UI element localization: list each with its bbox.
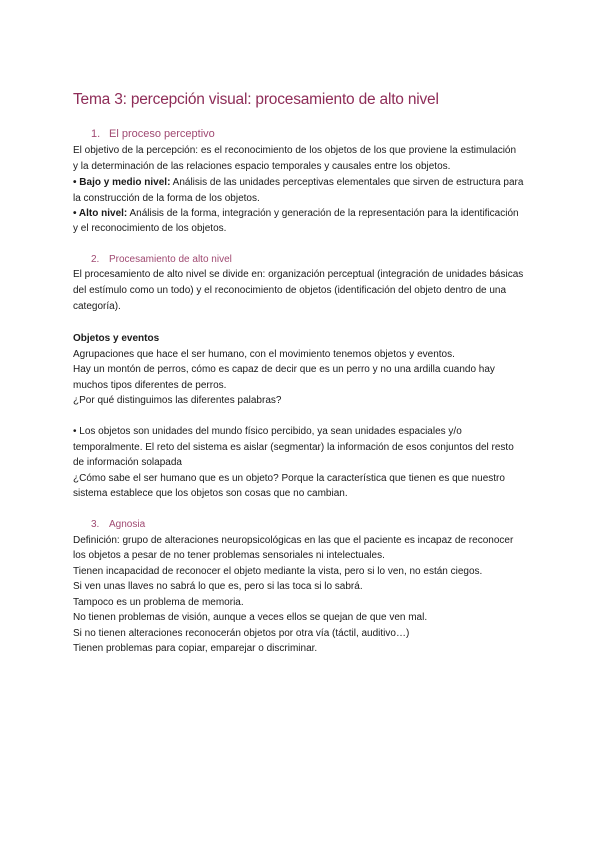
document-title: Tema 3: percepción visual: procesamiento de alto nivel — [73, 91, 439, 108]
section-title: El proceso perceptivo — [109, 128, 215, 140]
section-heading-1 — [91, 128, 215, 140]
paragraph-line: Tienen problemas para copiar, emparejar o discriminar. — [73, 643, 318, 654]
subheading: Objetos y eventos — [73, 333, 160, 344]
section-number: 3. — [91, 519, 100, 530]
section-heading-2 — [91, 254, 232, 265]
section-heading-3 — [91, 519, 145, 530]
paragraph-line: muchos tipos diferentes de perros. — [73, 380, 227, 391]
paragraph-line: • Los objetos son unidades del mundo físico percibido, ya sean unidades espaciales y/o — [73, 426, 462, 437]
paragraph-line: y el reconocimiento de los objetos. — [73, 223, 227, 234]
paragraph-line: la construcción de la forma de los objetos. — [73, 193, 260, 204]
section-title: Agnosia — [109, 519, 146, 530]
bullet-label: • Alto nivel: — [73, 208, 128, 219]
paragraph-line: sistema establece que los objetos son cosas que no cambian. — [73, 488, 348, 499]
paragraph-line: Tienen incapacidad de reconocer el objeto mediante la vista, pero si lo ven, no están ciegos. — [73, 566, 483, 577]
section-number: 1. — [91, 128, 101, 140]
paragraph-line: Definición: grupo de alteraciones neuropsicológicas en las que el paciente es incapaz de reconocer — [73, 535, 514, 546]
paragraph-line: temporalmente. El reto del sistema es aislar (segmentar) la información de esos conjuntos del resto — [73, 442, 514, 453]
bullet-text: Análisis de la forma, integración y generación de la representación para la identificación — [127, 208, 519, 219]
paragraph-line: los objetos a pesar de no tener problemas sensoriales ni intelectuales. — [73, 550, 385, 561]
paragraph-line: Si no tienen alteraciones reconocerán objetos por otra vía (táctil, auditivo…) — [73, 628, 410, 639]
bullet-text: Análisis de las unidades perceptivas elementales que sirven de estructura para — [170, 177, 524, 188]
section-title: Procesamiento de alto nivel — [109, 254, 232, 265]
paragraph-line: categoría). — [73, 301, 121, 312]
paragraph-line: El objetivo de la percepción: es el reconocimiento de los objetos de los que proviene la estimulación — [73, 145, 517, 156]
paragraph-line: Hay un montón de perros, cómo es capaz de decir que es un perro y no una ardilla cuando hay — [73, 364, 495, 375]
bullet-item — [73, 177, 523, 189]
bullet-label: • Bajo y medio nivel: — [73, 177, 171, 188]
paragraph-line: Agrupaciones que hace el ser humano, con el movimiento tenemos objetos y eventos. — [73, 349, 455, 360]
section-number: 2. — [91, 254, 100, 265]
paragraph-line: ¿Por qué distinguimos las diferentes palabras? — [73, 395, 282, 406]
bullet-item — [73, 208, 519, 220]
paragraph-line: del estímulo como un todo) y el reconocimiento de objetos (identificación del objeto dentro de una — [73, 285, 507, 296]
paragraph-line: y la determinación de las relaciones espacio temporales y causales entre los objetos. — [73, 161, 451, 172]
paragraph-line: Tampoco es un problema de memoria. — [73, 597, 244, 608]
paragraph-line: Si ven unas llaves no sabrá lo que es, pero si las toca si lo sabrá. — [73, 581, 363, 592]
paragraph-line: ¿Cómo sabe el ser humano que es un objeto? Porque la característica que tienen es que nuestro — [73, 473, 505, 484]
paragraph-line: No tienen problemas de visión, aunque a veces ellos se quejan de que ven mal. — [73, 612, 428, 623]
paragraph-line: de información solapada — [73, 457, 182, 468]
paragraph-line: El procesamiento de alto nivel se divide en: organización perceptual (integración de unidades básicas — [73, 269, 524, 280]
